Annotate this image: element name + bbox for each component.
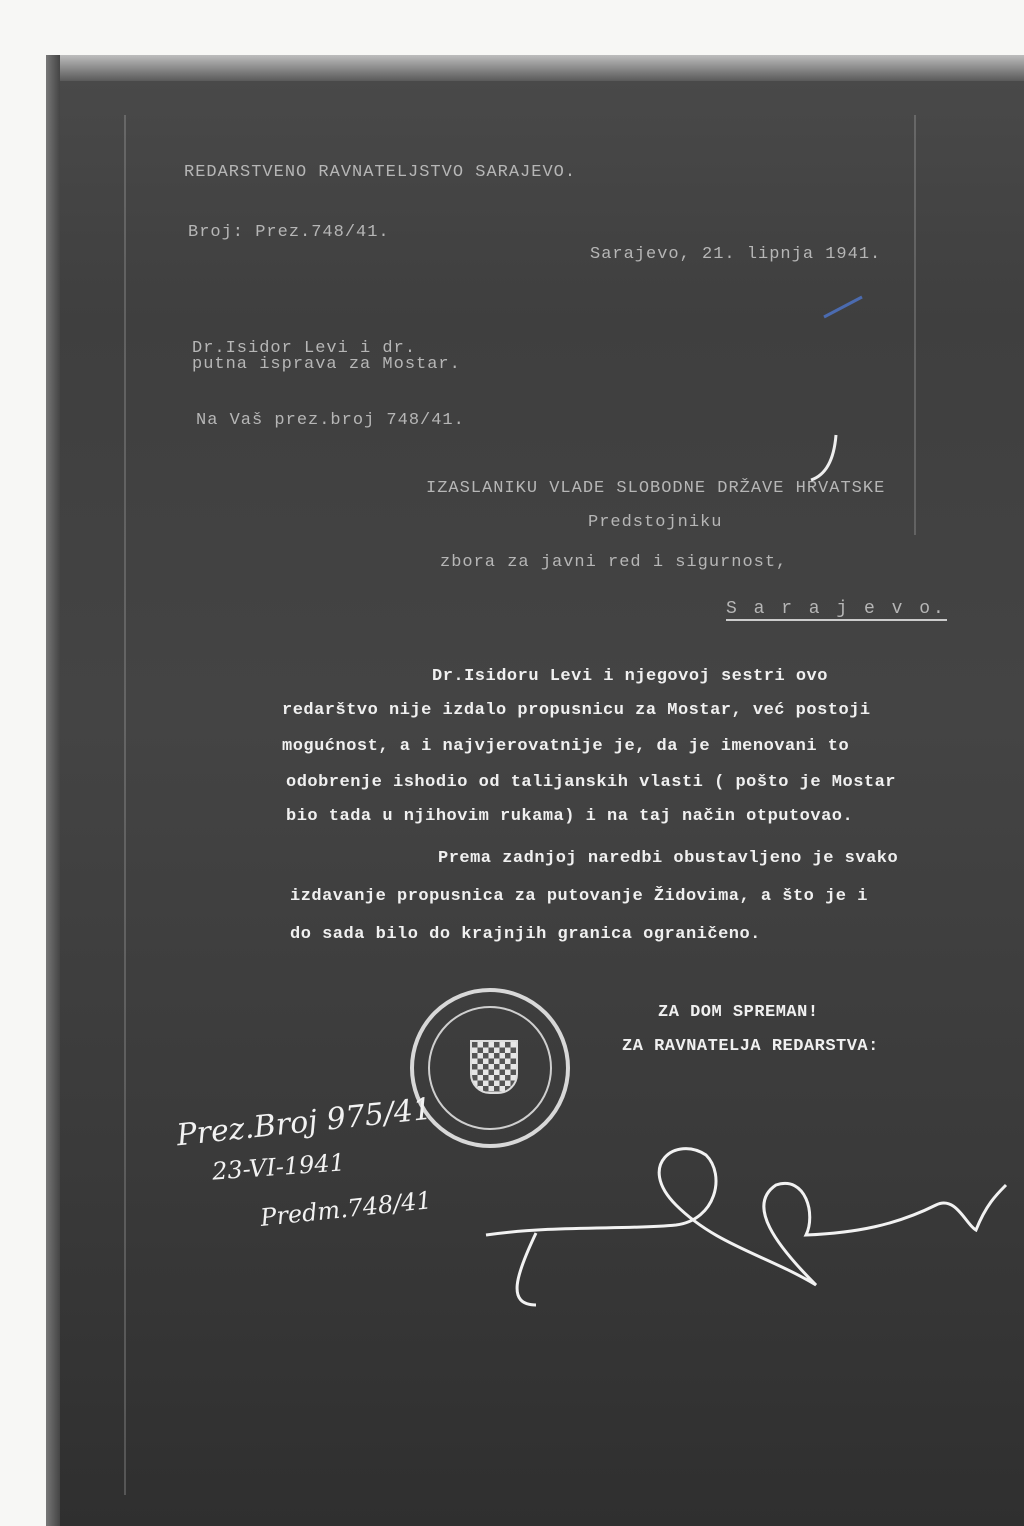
office-header: REDARSTVENO RAVNATELJSTVO SARAJEVO. (184, 163, 577, 182)
addressee-line-2: Predstojniku (588, 513, 723, 532)
document-number: Broj: Prez.748/41. (188, 223, 390, 242)
closing-salute: ZA DOM SPREMAN! (658, 1003, 819, 1022)
body-line: mogućnost, a i najvjerovatnije je, da je imenovani to (282, 737, 850, 756)
body-line: odobrenje ishodio od talijanskih vlasti ( pošto je Mostar (286, 773, 896, 792)
handwritten-note-1: Prez.Broj 975/41 (174, 1091, 434, 1154)
body-line: Dr.Isidoru Levi i njegovoj sestri ovo (432, 667, 828, 686)
place-date: Sarajevo, 21. lipnja 1941. (590, 245, 882, 264)
document-sheet (46, 55, 1024, 1526)
subject-line-2: putna isprava za Mostar. (192, 355, 461, 374)
handwritten-note-2: 23-VI-1941 (211, 1148, 346, 1186)
addressee-city: S a r a j e v o. (726, 599, 947, 619)
body-line: Prema zadnjoj naredbi obustavljeno je svako (438, 849, 899, 868)
body-line: do sada bilo do krajnjih granica ograničeno. (290, 925, 761, 944)
reference-line: Na Vaš prez.broj 748/41. (196, 411, 465, 430)
subject-line-1: Dr.Isidor Levi i dr. (192, 339, 417, 358)
check-mark-icon (806, 430, 846, 490)
body-line: izdavanje propusnica za putovanje Židovima, a što je i (290, 887, 868, 906)
addressee-line-3: zbora za javni red i sigurnost, (440, 553, 788, 572)
addressee-line-1: IZASLANIKU VLADE SLOBODNE DRŽAVE HRVATSKE (426, 479, 886, 498)
body-line: redarštvo nije izdalo propusnicu za Mostar, već postoji (282, 701, 871, 720)
signature (476, 1055, 1016, 1315)
body-line: bio tada u njihovim rukama) i na taj način otputovao. (286, 807, 854, 826)
pen-stroke (822, 291, 882, 321)
crease-line (124, 115, 126, 1495)
crease-line (914, 115, 916, 535)
closing-sign-for: ZA RAVNATELJA REDARSTVA: (622, 1037, 879, 1056)
handwritten-note-3: Predm.748/41 (259, 1186, 434, 1232)
